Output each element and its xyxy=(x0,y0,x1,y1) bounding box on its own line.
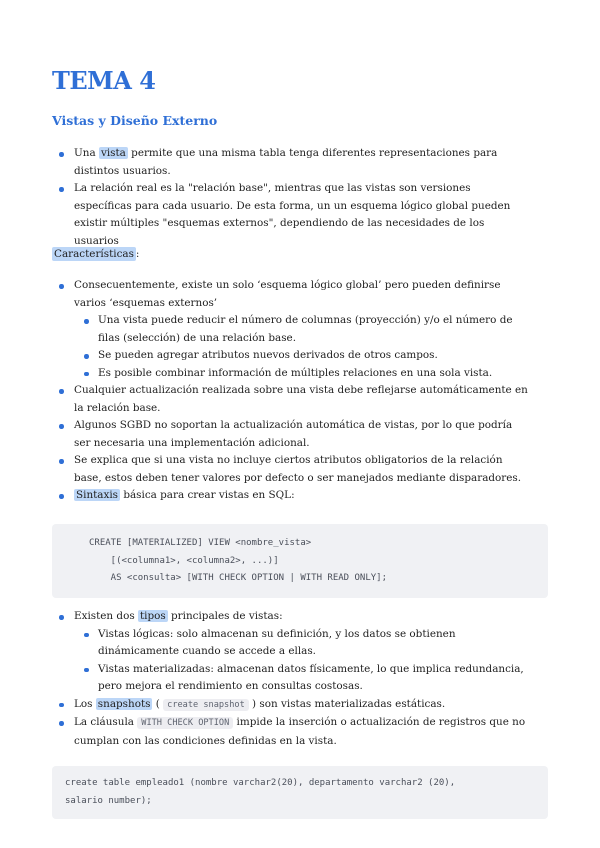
list-item: Algunos SGBD no soportan la actualización automática de vistas, por lo que podría ser necesaria una implementación adicional. xyxy=(52,417,530,452)
list-item: Vistas materializadas: almacenan datos físicamente, lo que implica redundancia, pero mejora el rendimiento en consultas costosas. xyxy=(74,661,530,696)
page-title: TEMA 4 xyxy=(52,66,156,95)
list-item: Es posible combinar información de múltiples relaciones en una sola vista. xyxy=(74,365,530,383)
list-item: Una vista puede reducir el número de columnas (proyección) y/o el número de filas (selección) de una relación base. xyxy=(74,312,530,347)
caracteristicas-label: Características : xyxy=(54,248,140,260)
highlight-vista: vista xyxy=(100,147,126,159)
list-item: Sintaxis básica para crear vistas en SQL: xyxy=(52,487,530,505)
list-item: Se pueden agregar atributos nuevos derivados de otros campos. xyxy=(74,347,530,365)
code-block-create-table: create table empleado1 (nombre varchar2(20), departamento varchar2 (20), salario number); xyxy=(52,766,548,819)
list-item: Se explica que si una vista no incluye ciertos atributos obligatorios de la relación base, estos deben tener valores por defecto o ser manejados mediante disparadores. xyxy=(52,452,530,487)
features-list xyxy=(52,277,530,505)
list-item: La cláusula WITH CHECK OPTION impide la inserción o actualización de registros que no cumplan con las condiciones definidas en la vista. xyxy=(52,714,530,750)
code-block-create-view: CREATE [MATERIALIZED] VIEW <nombre_vista> [(<columna1>, <columna2>, ...)] AS <consulta> [WITH CHECK OPTION | WITH READ ONLY]; xyxy=(52,524,548,598)
list-item: Consecuentemente, existe un solo ‘esquema lógico global’ pero pueden definirse varios ‘esquemas externos’ Una vista puede reducir el número de columnas (proyección) y/o el número de filas (selección) de una relación base. Se pueden agregar atributos nuevos derivados de otros campos. Es posible combinar información de múltiples relaciones en una sola vista. xyxy=(52,277,530,382)
list-item: Una vista permite que una misma tabla tenga diferentes representaciones para distintos usuarios. xyxy=(52,145,530,180)
list-item: Los snapshots ( create snapshot ) son vistas materializadas estáticas. xyxy=(52,696,530,715)
sub-list xyxy=(74,312,530,382)
highlight-sintaxis: Sintaxis xyxy=(76,489,119,501)
section-subtitle: Vistas y Diseño Externo xyxy=(52,113,218,128)
inline-code-with-check-option: WITH CHECK OPTION xyxy=(137,717,233,729)
intro-list xyxy=(52,145,530,250)
highlight-snapshots: snapshots xyxy=(97,697,151,710)
types-list xyxy=(52,608,530,750)
list-item: La relación real es la "relación base", mientras que las vistas son versiones específicas para cada usuario. De esta forma, un un esquema lógico global pueden existir múltiples "esquemas externos", dependiendo de las necesidades de los usuarios xyxy=(52,180,530,250)
sub-list xyxy=(74,626,530,696)
highlight-tipos: tipos xyxy=(139,610,166,622)
list-item: Cualquier actualización realizada sobre una vista debe reflejarse automáticamente en la relación base. xyxy=(52,382,530,417)
inline-code-create-snapshot: create snapshot xyxy=(163,699,249,711)
list-item: Vistas lógicas: solo almacenan su definición, y los datos se obtienen dinámicamente cuando se accede a ellas. xyxy=(74,626,530,661)
list-item: Existen dos tipos principales de vistas: Vistas lógicas: solo almacenan su definición, y los datos se obtienen dinámicamente cuando se accede a ellas. Vistas materializadas: almacenan datos físicamente, lo que implica redundancia, pero mejora el rendimiento en consultas costosas. xyxy=(52,608,530,696)
